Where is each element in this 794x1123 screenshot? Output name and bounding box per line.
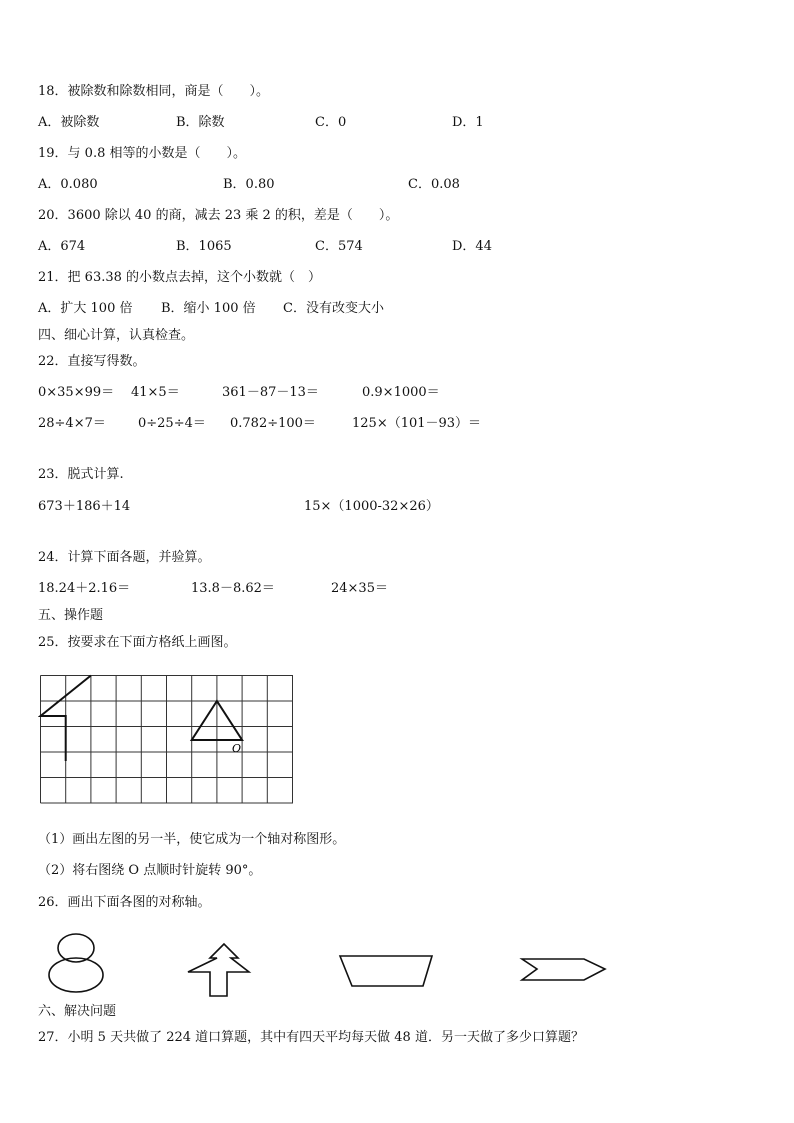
q19-option-c[interactable]: C．0.08 [408,177,460,192]
q19-option-a[interactable]: A．0.080 [38,177,98,192]
q18-option-b[interactable]: B．除数 [176,115,225,130]
calc-item: 0.9×1000＝ [362,385,440,400]
symmetry-figures [40,928,620,1002]
calc-item: 18.24＋2.16＝ [38,581,131,596]
question-20: 20．3600 除以 40 的商，减去 23 乘 2 的积，差是（ ）。 [38,208,399,223]
q25-subquestion-2: （2）将右图绕 O 点顺时针旋转 90°。 [38,863,262,878]
question-26: 26．画出下面各图的对称轴。 [38,895,211,910]
calc-item: 15×（1000-32×26） [304,499,439,514]
calc-item: 0×35×99＝ [38,385,115,400]
question-21: 21．把 63.38 的小数点去掉，这个小数就（ ） [38,270,322,285]
point-o-label: O [232,742,242,755]
grid-figure [38,673,296,809]
q20-option-a[interactable]: A．674 [38,239,86,254]
question-18: 18．被除数和除数相同，商是（ ）。 [38,84,270,99]
question-19: 19．与 0.8 相等的小数是（ ）。 [38,146,246,161]
q20-option-c[interactable]: C．574 [315,239,363,254]
calc-item: 24×35＝ [331,581,388,596]
calc-item: 673＋186＋14 [38,499,131,514]
section-heading-4: 四、细心计算，认真检查。 [38,328,195,343]
q19-option-b[interactable]: B．0.80 [223,177,275,192]
question-23: 23．脱式计算. [38,467,124,482]
section-heading-6: 六、解决问题 [38,1004,117,1019]
q18-option-c[interactable]: C．0 [315,115,347,130]
q21-option-b[interactable]: B．缩小 100 倍 [161,301,256,316]
tree-shape [188,944,249,996]
q18-option-d[interactable]: D．1 [452,115,484,130]
q21-option-c[interactable]: C．没有改变大小 [283,301,384,316]
figure-eight-shape [49,934,103,992]
calc-item: 41×5＝ [131,385,180,400]
calc-item: 361－87－13＝ [222,385,319,400]
q25-subquestion-1: （1）画出左图的另一半，使它成为一个轴对称图形。 [38,832,346,847]
q20-option-b[interactable]: B．1065 [176,239,232,254]
trapezoid-shape [340,956,432,986]
q18-option-a[interactable]: A．被除数 [38,115,100,130]
q20-option-d[interactable]: D．44 [452,239,492,254]
calc-item: 0÷25÷4＝ [138,416,206,431]
grid-lines [41,676,294,804]
question-22: 22．直接写得数。 [38,354,146,369]
calc-item: 28÷4×7＝ [38,416,106,431]
q21-option-a[interactable]: A．扩大 100 倍 [38,301,133,316]
question-27: 27．小明 5 天共做了 224 道口算题，其中有四天平均每天做 48 道．另一天做了多少口算题？ [38,1030,584,1045]
arrow-shape [522,959,605,980]
calc-item: 125×（101－93）＝ [352,416,482,431]
section-heading-5: 五、操作题 [38,608,104,623]
calc-item: 13.8－8.62＝ [191,581,275,596]
question-24: 24．计算下面各题，并验算。 [38,550,211,565]
calc-item: 0.782÷100＝ [230,416,316,431]
question-25: 25．按要求在下面方格纸上画图。 [38,635,237,650]
